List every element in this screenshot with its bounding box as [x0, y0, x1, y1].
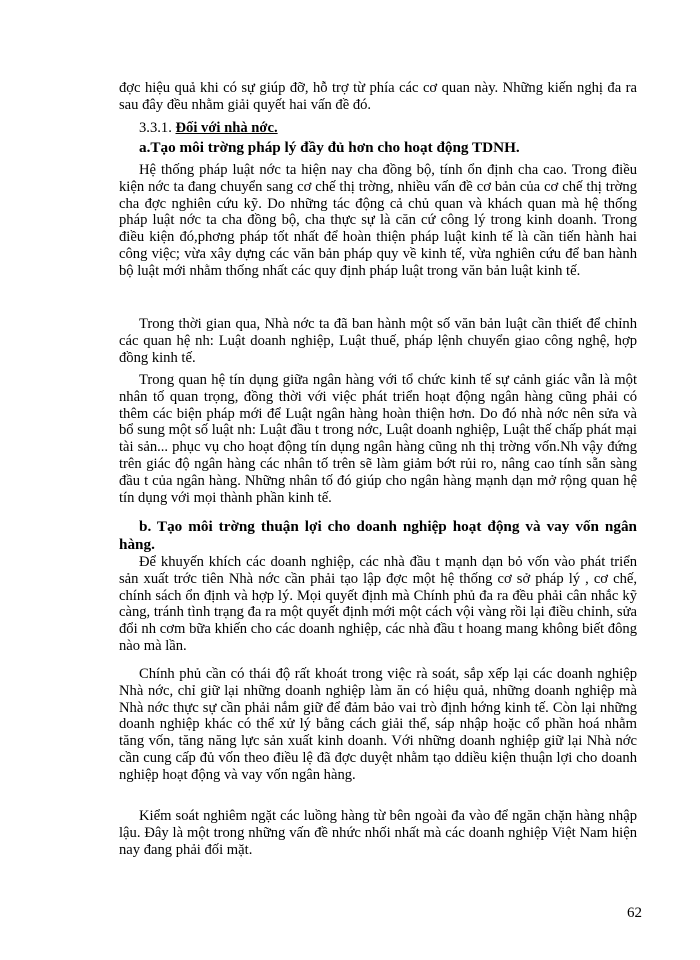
paragraph-a2: Trong thời gian qua, Nhà nớc ta đã ban hành một số văn bản luật cần thiết để chỉnh các quan hệ nh: Luật doanh nghiệp, Luật thuế, pháp lệnh chuyển giao công nghệ, hợp đồng kinh tế.: [119, 316, 637, 366]
section-title: Đối với nhà nớc.: [175, 120, 278, 136]
paragraph-b3: Kiểm soát nghiêm ngặt các luồng hàng từ bên ngoài đa vào để ngăn chặn hàng nhập lậu. Đây là một trong những vấn đề nhức nhối nhất mà các doanh nghiệp Việt Nam hiện nay đang phải đối mặt.: [119, 808, 637, 858]
subheading-a: [119, 140, 637, 157]
intro-continuation: đợc hiệu quả khi có sự giúp đỡ, hỗ trợ từ phía các cơ quan này. Những kiến nghị đa ra sau đây đều nhằm giải quyết hai vấn đề đó.: [119, 80, 637, 113]
paragraph-b1: Để khuyến khích các doanh nghiệp, các nhà đầu t mạnh dạn bỏ vốn vào phát triển sản xuất trớc tiên Nhà nớc cần phải tạo lập đợc một hệ thống cơ sở pháp lý , cơ chế, chính sách ổn định và hợp lý. Mọi quyết định mà Chính phủ đa ra đều phải cân nhắc kỹ càng, tránh tình trạng đa ra một quyết định mới một cách vội vàng rồi lại điều chỉnh, sửa đổi nh cơm bữa khiến cho các doanh nghiệp, các nhà đầu t hoang mang không biết đông nào mà lần.: [119, 554, 637, 654]
page-number: 62: [627, 905, 642, 921]
paragraph-a1: Hệ thống pháp luật nớc ta hiện nay cha đồng bộ, tính ổn định cha cao. Trong điều kiện nớc ta đang chuyển sang cơ chế thị trờng, nhiều vấn đề cơ bản của cơ chế thị trờng cha đợc nghiên cứu kỹ. Do những tác động cả chủ quan và khách quan mà hệ thống pháp luật nớc ta cha đồng bộ, cha thực sự là căn cứ công lý trong kinh doanh. Trong điều kiện đó,phơng pháp tốt nhất để hoàn thiện pháp luật kinh tế là cần tiến hành hai công việc; vừa xây dựng các văn bản pháp quy về kinh tế, vừa nghiên cứu để ban hành bộ luật mới nhằm thống nhất các quy định pháp luật trong văn bản luật kinh tế.: [119, 162, 637, 279]
paragraph-b2: Chính phủ cần có thái độ rất khoát trong việc rà soát, sắp xếp lại các doanh nghiệp Nhà nớc, chỉ giữ lại những doanh nghiệp làm ăn có hiệu quả, những doanh nghiệp mà Nhà nớc thực sự cần phải nắm giữ để đảm bảo vai trò định hớng kinh tế. Còn lại những doanh nghiệp khác có thể xử lý bằng cách giải thể, sáp nhập hoặc cổ phần hoá nhằm tăng vốn, tăng năng lực sản xuất kinh doanh. Với những doanh nghiệp giữ lại Nhà nớc cần cung cấp đủ vốn theo điều lệ đã đợc duyệt nhằm tạo ddiều kiện thuận lợi cho doanh nghiệp hoạt động và vay vốn ngân hàng.: [119, 666, 637, 783]
section-heading: [119, 120, 637, 137]
paragraph-a3: Trong quan hệ tín dụng giữa ngân hàng với tổ chức kinh tế sự cảnh giác vẫn là một nhân tố quan trọng, đồng thời với việc phát triển hoạt động ngân hàng cũng phải có thêm các biện pháp mới để Luật ngân hàng hoàn thiện hơn. Do đó nhà nớc nên sửa và bổ sung một số luật nh: Luật đầu t trong nớc, Luật doanh nghiệp, Luật thế chấp phát mại tài sản... phục vụ cho hoạt động tín dụng ngân hàng cũng nh thị trờng vốn.Nh vậy đứng trên giác độ ngân hàng các nhân tố trên sẽ làm giảm bớt rủi ro, nâng cao tính sẵn sàng đầu t của ngân hàng. Những nhân tố đó giúp cho ngân hàng mạnh dạn mở rộng quan hệ tín dụng với mọi thành phần kinh tế.: [119, 372, 637, 506]
subheading-b: b. Tạo môi trờng thuận lợi cho doanh nghiệp hoạt động và vay vốn ngân hàng.: [119, 518, 637, 553]
section-number: 3.3.1.: [139, 120, 172, 136]
subheading-a-text: a.Tạo môi trờng pháp lý đầy đủ hơn cho hoạt động TDNH.: [139, 139, 520, 156]
